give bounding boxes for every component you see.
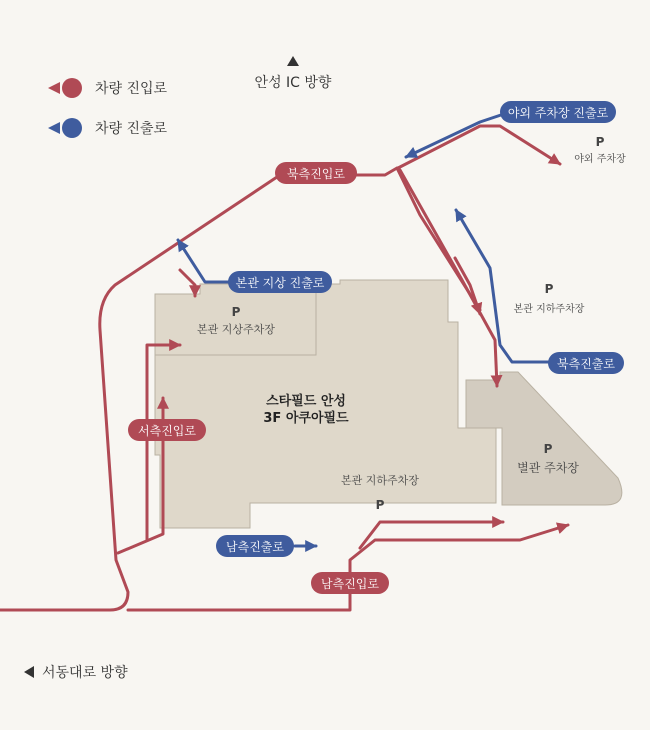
building-subtitle: 3F 아쿠아필드 bbox=[263, 411, 349, 426]
west-direction-label: 서동대로 방향 bbox=[42, 665, 128, 681]
annex-parking-label: 별관 주차장 bbox=[517, 461, 579, 475]
svg-text:북측진출로: 북측진출로 bbox=[557, 357, 615, 371]
south-entry-branch bbox=[360, 522, 503, 548]
north-direction-label: 안성 IC 방향 bbox=[254, 75, 332, 91]
south-entry-road bbox=[128, 525, 568, 610]
west-entry-pill bbox=[128, 419, 206, 441]
north-entry-branch-c bbox=[455, 258, 480, 314]
parking-icon: P bbox=[544, 282, 554, 296]
north-exit-pill bbox=[548, 352, 624, 374]
south-exit-pill bbox=[216, 535, 294, 557]
svg-text:서측진입로: 서측진입로 bbox=[138, 424, 196, 438]
outdoor-exit-pill bbox=[500, 101, 616, 123]
main-surface-exit-pill bbox=[228, 271, 332, 293]
north-arrow-icon bbox=[287, 56, 299, 66]
svg-text:본관 지상 진출로: 본관 지상 진출로 bbox=[235, 276, 325, 290]
legend-entry-label: 차량 진입로 bbox=[95, 81, 168, 97]
north-entry-pill bbox=[275, 162, 357, 184]
legend bbox=[48, 78, 82, 138]
building-name: 스타필드 안성 bbox=[266, 394, 346, 409]
main-underground-east-label: 본관 지하주차장 bbox=[513, 304, 585, 315]
north-entry-branch-a bbox=[180, 270, 195, 296]
svg-text:남측진출로: 남측진출로 bbox=[226, 540, 284, 554]
south-entry-pill bbox=[311, 572, 389, 594]
parking-icon: P bbox=[543, 442, 553, 456]
legend-exit-label: 차량 진출로 bbox=[95, 121, 168, 137]
svg-text:야외 주차장 진출로: 야외 주차장 진출로 bbox=[507, 106, 609, 120]
outdoor-entry-arrow bbox=[398, 126, 560, 168]
outdoor-parking-label: 야외 주차장 bbox=[574, 154, 626, 165]
parking-icon: P bbox=[595, 135, 605, 149]
outdoor-exit-road bbox=[406, 112, 510, 157]
parking-icon: P bbox=[231, 305, 241, 319]
west-arrow-icon bbox=[24, 666, 34, 678]
parking-icon: P bbox=[375, 498, 385, 512]
svg-text:남측진입로: 남측진입로 bbox=[321, 577, 379, 591]
main-underground-parking-label: 본관 지하주차장 bbox=[341, 474, 419, 487]
svg-text:북측진입로: 북측진입로 bbox=[287, 167, 345, 181]
main-surface-parking-label: 본관 지상주차장 bbox=[197, 323, 275, 336]
